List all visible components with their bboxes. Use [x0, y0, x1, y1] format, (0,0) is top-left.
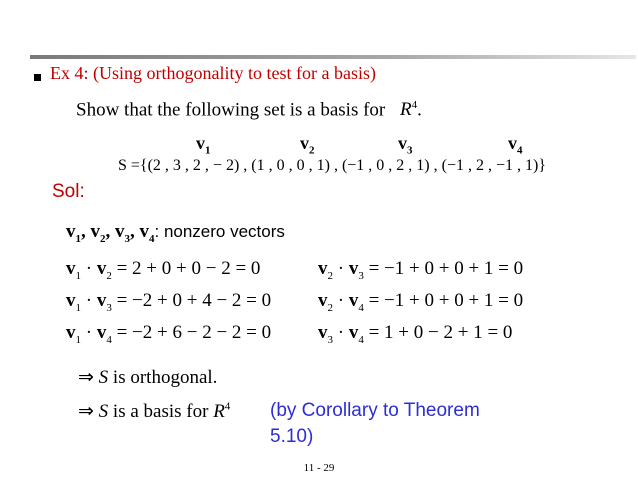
set-definition: S ={(2 , 3 , 2 , − 2) , (1 , 0 , 0 , 1) , (−1 , 0 , 2 , 1) , (−1 , 2 , −1 , 1)}	[118, 157, 546, 174]
bullet-marker	[34, 74, 41, 81]
implies-arrow-2: ⇒	[78, 401, 94, 422]
vector-label-4: $v_4$	[508, 133, 523, 157]
corollary-note-line2: 5.10)	[270, 426, 314, 447]
dot-product-v1-v2: $v_1 \cdot v_2 = 2 + 0 + 0 - 2 = 0$	[66, 258, 261, 282]
implies-arrow-1: ⇒	[78, 367, 94, 388]
prompt-space: R	[400, 99, 412, 121]
example-heading: Ex 4: (Using orthogonality to test for a basis)	[50, 63, 376, 83]
prompt-line	[76, 99, 422, 121]
vector-list: $v_1$, $v_2$, $v_3$, $v_4$	[66, 221, 155, 245]
vector-label-1: $v_1$	[196, 133, 211, 157]
vector-label-3: $v_3$	[398, 133, 413, 157]
conclusion-basis: ⇒ S is a basis for $R^4$	[78, 400, 231, 422]
page-number: 11 - 29	[303, 462, 335, 474]
dot-product-v2-v4: $v_2 \cdot v_4 = -1 + 0 + 0 + 1 = 0$	[318, 290, 524, 314]
prompt-period: .	[417, 99, 422, 121]
conclusion-orthogonal: ⇒ S is orthogonal.	[78, 367, 218, 388]
corollary-note-line1: (by Corollary to Theorem	[270, 400, 480, 421]
dot-product-v3-v4: $v_3 \cdot v_4 = 1 + 0 - 2 + 1 = 0$	[318, 322, 513, 346]
prompt-space-exponent: 4	[411, 99, 418, 111]
title-divider	[30, 55, 636, 59]
solution-label: Sol:	[52, 181, 85, 202]
nonzero-line	[66, 221, 285, 245]
prompt-text: Show that the following set is a basis for	[76, 99, 386, 121]
nonzero-text: : nonzero vectors	[154, 222, 285, 241]
dot-product-v1-v4: $v_1 \cdot v_4 = -2 + 6 - 2 - 2 = 0$	[66, 322, 272, 346]
vector-label-2: $v_2$	[300, 133, 315, 157]
dot-product-v2-v3: $v_2 \cdot v_3 = -1 + 0 + 0 + 1 = 0$	[318, 258, 524, 282]
dot-product-v1-v3: $v_1 \cdot v_3 = -2 + 0 + 4 - 2 = 0$	[66, 290, 272, 314]
